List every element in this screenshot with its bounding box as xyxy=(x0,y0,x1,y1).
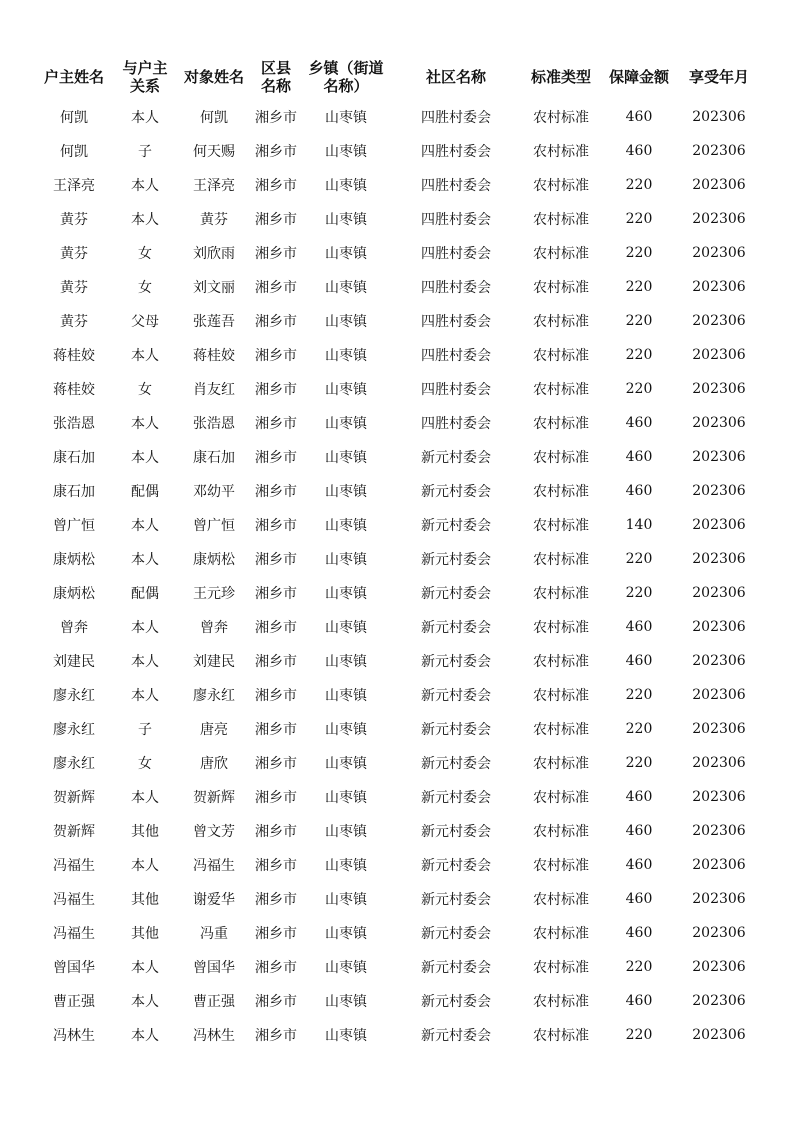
householder-name-cell: 康炳松 xyxy=(53,552,95,568)
township-cell: 山枣镇 xyxy=(325,586,367,602)
township-cell: 山枣镇 xyxy=(325,212,367,228)
amount-cell: 220 xyxy=(625,177,653,193)
householder-name-cell: 蒋桂姣 xyxy=(53,382,95,398)
householder-name-cell: 曾广恒 xyxy=(53,518,95,534)
table-row xyxy=(34,100,762,134)
county-cell: 湘乡市 xyxy=(255,722,297,738)
header-amount: 保障金额 xyxy=(608,68,669,86)
householder-name-cell: 贺新辉 xyxy=(53,824,95,840)
standard-type-cell: 农村标准 xyxy=(533,926,589,942)
township-cell: 山枣镇 xyxy=(325,178,367,194)
table-row xyxy=(34,610,762,644)
township-cell: 山枣镇 xyxy=(325,246,367,262)
householder-name-cell: 黄芬 xyxy=(60,246,88,262)
community-cell: 新元村委会 xyxy=(421,858,491,874)
relation-cell: 本人 xyxy=(131,688,159,704)
month-cell: 202306 xyxy=(692,109,746,125)
community-cell: 新元村委会 xyxy=(421,654,491,670)
table-row xyxy=(34,440,762,474)
amount-cell: 220 xyxy=(625,959,653,975)
householder-name-cell: 曾国华 xyxy=(53,960,95,976)
header-recipient-name: 对象姓名 xyxy=(183,68,244,86)
recipient-name-cell: 刘建民 xyxy=(193,654,235,670)
header-month: 享受年月 xyxy=(688,68,749,86)
table-row xyxy=(34,950,762,984)
township-cell: 山枣镇 xyxy=(325,416,367,432)
standard-type-cell: 农村标准 xyxy=(533,892,589,908)
recipient-name-cell: 曾文芳 xyxy=(193,824,235,840)
month-cell: 202306 xyxy=(692,857,746,873)
subsidy-table xyxy=(34,56,762,1052)
table-row xyxy=(34,644,762,678)
county-cell: 湘乡市 xyxy=(255,858,297,874)
month-cell: 202306 xyxy=(692,653,746,669)
recipient-name-cell: 刘文丽 xyxy=(193,280,235,296)
recipient-name-cell: 冯林生 xyxy=(193,1028,235,1044)
householder-name-cell: 廖永红 xyxy=(53,756,95,772)
amount-cell: 220 xyxy=(625,211,653,227)
community-cell: 新元村委会 xyxy=(421,892,491,908)
amount-cell: 460 xyxy=(625,789,653,805)
recipient-name-cell: 曾奔 xyxy=(200,620,228,636)
header-standard-type: 标准类型 xyxy=(530,68,591,86)
standard-type-cell: 农村标准 xyxy=(533,246,589,262)
amount-cell: 460 xyxy=(625,823,653,839)
community-cell: 新元村委会 xyxy=(421,450,491,466)
relation-cell: 本人 xyxy=(131,552,159,568)
table-header-row xyxy=(34,56,762,100)
township-cell: 山枣镇 xyxy=(325,722,367,738)
township-cell: 山枣镇 xyxy=(325,756,367,772)
township-cell: 山枣镇 xyxy=(325,620,367,636)
amount-cell: 220 xyxy=(625,1027,653,1043)
table-row xyxy=(34,848,762,882)
community-cell: 新元村委会 xyxy=(421,926,491,942)
month-cell: 202306 xyxy=(692,721,746,737)
township-cell: 山枣镇 xyxy=(325,348,367,364)
amount-cell: 460 xyxy=(625,483,653,499)
relation-cell: 本人 xyxy=(131,858,159,874)
householder-name-cell: 曹正强 xyxy=(53,994,95,1010)
recipient-name-cell: 王泽亮 xyxy=(193,178,235,194)
amount-cell: 220 xyxy=(625,279,653,295)
community-cell: 新元村委会 xyxy=(421,960,491,976)
county-cell: 湘乡市 xyxy=(255,518,297,534)
county-cell: 湘乡市 xyxy=(255,416,297,432)
month-cell: 202306 xyxy=(692,687,746,703)
amount-cell: 220 xyxy=(625,585,653,601)
standard-type-cell: 农村标准 xyxy=(533,654,589,670)
county-cell: 湘乡市 xyxy=(255,1028,297,1044)
standard-type-cell: 农村标准 xyxy=(533,858,589,874)
householder-name-cell: 曾奔 xyxy=(60,620,88,636)
amount-cell: 220 xyxy=(625,245,653,261)
table-row xyxy=(34,746,762,780)
relation-cell: 其他 xyxy=(131,892,159,908)
relation-cell: 子 xyxy=(138,722,152,738)
month-cell: 202306 xyxy=(692,551,746,567)
township-cell: 山枣镇 xyxy=(325,450,367,466)
county-cell: 湘乡市 xyxy=(255,110,297,126)
standard-type-cell: 农村标准 xyxy=(533,314,589,330)
recipient-name-cell: 唐欣 xyxy=(200,756,228,772)
amount-cell: 460 xyxy=(625,415,653,431)
township-cell: 山枣镇 xyxy=(325,484,367,500)
recipient-name-cell: 蒋桂姣 xyxy=(193,348,235,364)
month-cell: 202306 xyxy=(692,279,746,295)
relation-cell: 本人 xyxy=(131,518,159,534)
householder-name-cell: 刘建民 xyxy=(53,654,95,670)
township-cell: 山枣镇 xyxy=(325,314,367,330)
householder-name-cell: 王泽亮 xyxy=(53,178,95,194)
standard-type-cell: 农村标准 xyxy=(533,416,589,432)
recipient-name-cell: 张莲吾 xyxy=(193,314,235,330)
standard-type-cell: 农村标准 xyxy=(533,144,589,160)
householder-name-cell: 黄芬 xyxy=(60,212,88,228)
community-cell: 新元村委会 xyxy=(421,620,491,636)
standard-type-cell: 农村标准 xyxy=(533,994,589,1010)
table-row xyxy=(34,542,762,576)
community-cell: 四胜村委会 xyxy=(421,416,491,432)
county-cell: 湘乡市 xyxy=(255,552,297,568)
month-cell: 202306 xyxy=(692,891,746,907)
amount-cell: 220 xyxy=(625,687,653,703)
standard-type-cell: 农村标准 xyxy=(533,552,589,568)
table-row xyxy=(34,270,762,304)
month-cell: 202306 xyxy=(692,381,746,397)
recipient-name-cell: 曾广恒 xyxy=(193,518,235,534)
county-cell: 湘乡市 xyxy=(255,246,297,262)
table-row xyxy=(34,508,762,542)
table-row xyxy=(34,780,762,814)
header-community: 社区名称 xyxy=(425,68,486,86)
recipient-name-cell: 何天赐 xyxy=(193,144,235,160)
amount-cell: 460 xyxy=(625,891,653,907)
relation-cell: 本人 xyxy=(131,416,159,432)
township-cell: 山枣镇 xyxy=(325,110,367,126)
community-cell: 四胜村委会 xyxy=(421,246,491,262)
amount-cell: 220 xyxy=(625,721,653,737)
month-cell: 202306 xyxy=(692,1027,746,1043)
table-row xyxy=(34,338,762,372)
relation-cell: 配偶 xyxy=(131,484,159,500)
county-cell: 湘乡市 xyxy=(255,620,297,636)
county-cell: 湘乡市 xyxy=(255,994,297,1010)
month-cell: 202306 xyxy=(692,993,746,1009)
standard-type-cell: 农村标准 xyxy=(533,518,589,534)
county-cell: 湘乡市 xyxy=(255,586,297,602)
county-cell: 湘乡市 xyxy=(255,280,297,296)
relation-cell: 本人 xyxy=(131,450,159,466)
relation-cell: 本人 xyxy=(131,110,159,126)
community-cell: 四胜村委会 xyxy=(421,144,491,160)
table-row xyxy=(34,202,762,236)
recipient-name-cell: 廖永红 xyxy=(193,688,235,704)
community-cell: 四胜村委会 xyxy=(421,212,491,228)
month-cell: 202306 xyxy=(692,449,746,465)
community-cell: 四胜村委会 xyxy=(421,178,491,194)
householder-name-cell: 康石加 xyxy=(53,484,95,500)
table-row xyxy=(34,134,762,168)
table-row xyxy=(34,1018,762,1052)
recipient-name-cell: 曾国华 xyxy=(193,960,235,976)
township-cell: 山枣镇 xyxy=(325,790,367,806)
recipient-name-cell: 谢爱华 xyxy=(193,892,235,908)
community-cell: 四胜村委会 xyxy=(421,110,491,126)
relation-cell: 本人 xyxy=(131,790,159,806)
table-row xyxy=(34,406,762,440)
township-cell: 山枣镇 xyxy=(325,1028,367,1044)
amount-cell: 220 xyxy=(625,755,653,771)
township-cell: 山枣镇 xyxy=(325,688,367,704)
householder-name-cell: 何凯 xyxy=(60,110,88,126)
householder-name-cell: 康炳松 xyxy=(53,586,95,602)
recipient-name-cell: 黄芬 xyxy=(200,212,228,228)
relation-cell: 女 xyxy=(138,756,152,772)
table-row xyxy=(34,984,762,1018)
community-cell: 新元村委会 xyxy=(421,484,491,500)
amount-cell: 460 xyxy=(625,109,653,125)
relation-cell: 配偶 xyxy=(131,586,159,602)
recipient-name-cell: 王元珍 xyxy=(193,586,235,602)
table-row xyxy=(34,712,762,746)
document-page xyxy=(34,56,762,1052)
county-cell: 湘乡市 xyxy=(255,382,297,398)
township-cell: 山枣镇 xyxy=(325,144,367,160)
standard-type-cell: 农村标准 xyxy=(533,586,589,602)
amount-cell: 460 xyxy=(625,449,653,465)
recipient-name-cell: 曹正强 xyxy=(193,994,235,1010)
standard-type-cell: 农村标准 xyxy=(533,1028,589,1044)
township-cell: 山枣镇 xyxy=(325,280,367,296)
recipient-name-cell: 贺新辉 xyxy=(193,790,235,806)
table-body xyxy=(34,100,762,1052)
recipient-name-cell: 冯福生 xyxy=(193,858,235,874)
relation-cell: 其他 xyxy=(131,824,159,840)
table-row xyxy=(34,814,762,848)
relation-cell: 女 xyxy=(138,280,152,296)
township-cell: 山枣镇 xyxy=(325,824,367,840)
amount-cell: 140 xyxy=(625,517,653,533)
householder-name-cell: 蒋桂姣 xyxy=(53,348,95,364)
relation-cell: 子 xyxy=(138,144,152,160)
amount-cell: 220 xyxy=(625,381,653,397)
county-cell: 湘乡市 xyxy=(255,960,297,976)
table-row xyxy=(34,678,762,712)
amount-cell: 220 xyxy=(625,347,653,363)
county-cell: 湘乡市 xyxy=(255,824,297,840)
community-cell: 新元村委会 xyxy=(421,1028,491,1044)
month-cell: 202306 xyxy=(692,619,746,635)
relation-cell: 女 xyxy=(138,246,152,262)
householder-name-cell: 廖永红 xyxy=(53,688,95,704)
standard-type-cell: 农村标准 xyxy=(533,178,589,194)
householder-name-cell: 黄芬 xyxy=(60,280,88,296)
township-cell: 山枣镇 xyxy=(325,926,367,942)
township-cell: 山枣镇 xyxy=(325,892,367,908)
month-cell: 202306 xyxy=(692,415,746,431)
amount-cell: 460 xyxy=(625,619,653,635)
recipient-name-cell: 肖友红 xyxy=(193,382,235,398)
recipient-name-cell: 唐亮 xyxy=(200,722,228,738)
householder-name-cell: 康石加 xyxy=(53,450,95,466)
county-cell: 湘乡市 xyxy=(255,654,297,670)
county-cell: 湘乡市 xyxy=(255,756,297,772)
county-cell: 湘乡市 xyxy=(255,688,297,704)
table-row xyxy=(34,304,762,338)
standard-type-cell: 农村标准 xyxy=(533,450,589,466)
standard-type-cell: 农村标准 xyxy=(533,960,589,976)
header-county: 区县 名称 xyxy=(260,59,291,95)
amount-cell: 460 xyxy=(625,857,653,873)
community-cell: 新元村委会 xyxy=(421,824,491,840)
month-cell: 202306 xyxy=(692,143,746,159)
householder-name-cell: 冯林生 xyxy=(53,1028,95,1044)
month-cell: 202306 xyxy=(692,177,746,193)
month-cell: 202306 xyxy=(692,585,746,601)
householder-name-cell: 张浩恩 xyxy=(53,416,95,432)
county-cell: 湘乡市 xyxy=(255,484,297,500)
recipient-name-cell: 邓幼平 xyxy=(193,484,235,500)
recipient-name-cell: 康炳松 xyxy=(193,552,235,568)
standard-type-cell: 农村标准 xyxy=(533,722,589,738)
county-cell: 湘乡市 xyxy=(255,926,297,942)
header-householder-name: 户主姓名 xyxy=(43,68,104,86)
community-cell: 新元村委会 xyxy=(421,586,491,602)
month-cell: 202306 xyxy=(692,211,746,227)
relation-cell: 本人 xyxy=(131,654,159,670)
standard-type-cell: 农村标准 xyxy=(533,824,589,840)
recipient-name-cell: 刘欣雨 xyxy=(193,246,235,262)
recipient-name-cell: 张浩恩 xyxy=(193,416,235,432)
relation-cell: 本人 xyxy=(131,620,159,636)
relation-cell: 本人 xyxy=(131,212,159,228)
relation-cell: 本人 xyxy=(131,1028,159,1044)
householder-name-cell: 何凯 xyxy=(60,144,88,160)
standard-type-cell: 农村标准 xyxy=(533,348,589,364)
table-row xyxy=(34,474,762,508)
header-township: 乡镇（街道 名称） xyxy=(308,59,384,95)
standard-type-cell: 农村标准 xyxy=(533,110,589,126)
community-cell: 新元村委会 xyxy=(421,790,491,806)
standard-type-cell: 农村标准 xyxy=(533,280,589,296)
standard-type-cell: 农村标准 xyxy=(533,382,589,398)
community-cell: 新元村委会 xyxy=(421,518,491,534)
recipient-name-cell: 康石加 xyxy=(193,450,235,466)
month-cell: 202306 xyxy=(692,755,746,771)
county-cell: 湘乡市 xyxy=(255,178,297,194)
township-cell: 山枣镇 xyxy=(325,518,367,534)
month-cell: 202306 xyxy=(692,347,746,363)
month-cell: 202306 xyxy=(692,925,746,941)
county-cell: 湘乡市 xyxy=(255,144,297,160)
recipient-name-cell: 何凯 xyxy=(200,110,228,126)
recipient-name-cell: 冯重 xyxy=(200,926,228,942)
township-cell: 山枣镇 xyxy=(325,654,367,670)
standard-type-cell: 农村标准 xyxy=(533,756,589,772)
table-row xyxy=(34,168,762,202)
table-row xyxy=(34,882,762,916)
amount-cell: 220 xyxy=(625,313,653,329)
relation-cell: 其他 xyxy=(131,926,159,942)
relation-cell: 本人 xyxy=(131,994,159,1010)
amount-cell: 460 xyxy=(625,653,653,669)
county-cell: 湘乡市 xyxy=(255,314,297,330)
county-cell: 湘乡市 xyxy=(255,450,297,466)
table-row xyxy=(34,236,762,270)
county-cell: 湘乡市 xyxy=(255,892,297,908)
county-cell: 湘乡市 xyxy=(255,212,297,228)
relation-cell: 本人 xyxy=(131,178,159,194)
amount-cell: 460 xyxy=(625,143,653,159)
community-cell: 新元村委会 xyxy=(421,722,491,738)
township-cell: 山枣镇 xyxy=(325,382,367,398)
householder-name-cell: 黄芬 xyxy=(60,314,88,330)
relation-cell: 女 xyxy=(138,382,152,398)
township-cell: 山枣镇 xyxy=(325,994,367,1010)
community-cell: 新元村委会 xyxy=(421,756,491,772)
householder-name-cell: 冯福生 xyxy=(53,892,95,908)
table-row xyxy=(34,576,762,610)
month-cell: 202306 xyxy=(692,823,746,839)
householder-name-cell: 冯福生 xyxy=(53,858,95,874)
table-row xyxy=(34,372,762,406)
community-cell: 新元村委会 xyxy=(421,552,491,568)
month-cell: 202306 xyxy=(692,517,746,533)
table-row xyxy=(34,916,762,950)
month-cell: 202306 xyxy=(692,313,746,329)
householder-name-cell: 冯福生 xyxy=(53,926,95,942)
community-cell: 四胜村委会 xyxy=(421,382,491,398)
month-cell: 202306 xyxy=(692,483,746,499)
householder-name-cell: 贺新辉 xyxy=(53,790,95,806)
relation-cell: 本人 xyxy=(131,348,159,364)
township-cell: 山枣镇 xyxy=(325,960,367,976)
relation-cell: 本人 xyxy=(131,960,159,976)
standard-type-cell: 农村标准 xyxy=(533,790,589,806)
county-cell: 湘乡市 xyxy=(255,790,297,806)
standard-type-cell: 农村标准 xyxy=(533,484,589,500)
amount-cell: 460 xyxy=(625,925,653,941)
householder-name-cell: 廖永红 xyxy=(53,722,95,738)
month-cell: 202306 xyxy=(692,245,746,261)
amount-cell: 460 xyxy=(625,993,653,1009)
community-cell: 四胜村委会 xyxy=(421,280,491,296)
standard-type-cell: 农村标准 xyxy=(533,620,589,636)
township-cell: 山枣镇 xyxy=(325,858,367,874)
county-cell: 湘乡市 xyxy=(255,348,297,364)
relation-cell: 父母 xyxy=(131,314,159,330)
month-cell: 202306 xyxy=(692,789,746,805)
header-relation: 与户主 关系 xyxy=(122,59,168,95)
community-cell: 新元村委会 xyxy=(421,994,491,1010)
month-cell: 202306 xyxy=(692,959,746,975)
standard-type-cell: 农村标准 xyxy=(533,688,589,704)
township-cell: 山枣镇 xyxy=(325,552,367,568)
amount-cell: 220 xyxy=(625,551,653,567)
standard-type-cell: 农村标准 xyxy=(533,212,589,228)
community-cell: 四胜村委会 xyxy=(421,314,491,330)
community-cell: 新元村委会 xyxy=(421,688,491,704)
community-cell: 四胜村委会 xyxy=(421,348,491,364)
